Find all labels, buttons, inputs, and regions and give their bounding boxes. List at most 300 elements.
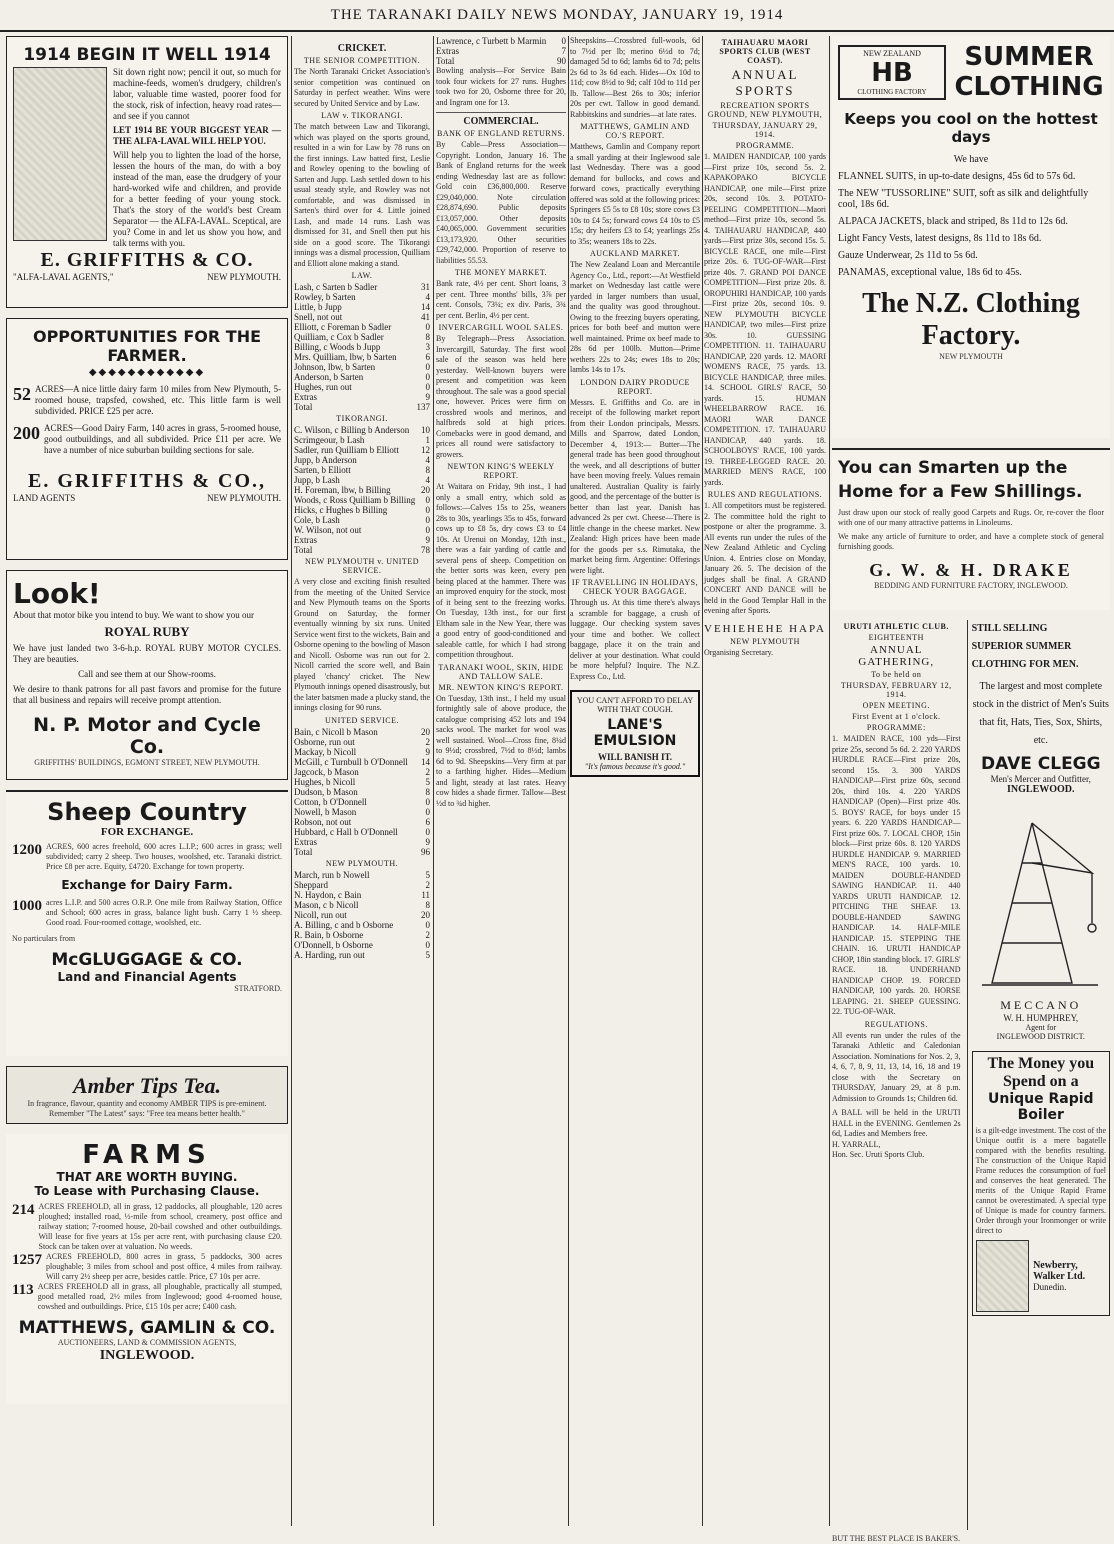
runs: 8 [425,465,430,475]
batsman: Sadler, run Quilliam b Elliott [294,445,399,455]
subheading: NEW PLYMOUTH [730,636,800,646]
batsman: Anderson, b Sarten [294,372,364,382]
runs: 14 [421,756,430,767]
ad-address: GRIFFITHS' BUILDINGS, EGMONT STREET, NEW PLYMOUTH. [34,758,260,767]
right-ad-stack [967,620,1110,1530]
runs: 41 [421,312,430,322]
runs: 4 [425,292,430,302]
ad-line-1: About that motor bike you intend to buy. We want to show you our [13,610,255,620]
score-row [294,455,430,465]
batsman: Nowell, b Mason [294,806,357,817]
batsman: Cole, b Lash [294,515,340,525]
ad-line: In fragrance, flavour, quantity and economy AMBER TIPS is pre-eminent. Remember "The Latest" says: "Free tea means better health." [27,1099,267,1118]
batsman: Cotton, b O'Donnell [294,796,367,807]
ad-firm: McGLUGGAGE & CO. [51,950,243,970]
ad-line-4: Light Fancy Vests, latest designs, 8s 11d to 18s 6d. [838,233,1042,244]
batsman: W. Wilson, not out [294,525,362,535]
ad-line-2: We have just landed two 3-6-h.p. ROYAL RUBY MOTOR CYCLES. They are beauties. [13,643,281,664]
score-row [294,777,430,787]
runs: 8 [425,786,430,797]
runs: 3 [425,342,430,352]
runs: 2 [425,929,430,940]
ad-text: is a gilt-edge investment. The cost of the Unique outfit is a mere bagatelle compared with the benefits resulting. The construction of the Unique Rapid Frame reduces the consumption of fuel and conserves the heat generated. The merits of the Unique Rapid Frame cannot be overestimated. A special type of Unique is made for country farmers. Order through your Ironmonger or write direct to [975,1126,1106,1235]
ad-firm: The N.Z. Clothing Factory. [862,288,1080,351]
batsman: Billing, c Woods b Jupp [294,342,381,352]
subheading: LONDON DAIRY PRODUCE REPORT. [580,377,690,396]
ad-firm: N. P. Motor and Cycle Co. [33,714,261,758]
ad-line-6: PANAMAS, exceptional value, 18s 6d to 45s. [838,267,1022,278]
ad-sub: REGULATIONS. [864,1019,928,1029]
ad-line: STILL SELLING [971,623,1048,634]
scorecard-law [294,282,430,412]
ad-right-label: NEW PLYMOUTH. [207,493,281,503]
score-row [436,56,566,66]
score-row [294,362,430,372]
batsman: Snell, not out [294,312,343,322]
batsman: Hubbard, c Hall b O'Donnell [294,826,398,837]
ad-line-4: We desire to thank patrons for all past favors and promise for the future that all business and repairs will receive prompt attention. [13,684,281,705]
score-row [294,505,430,515]
boiler-illustration [976,1240,1030,1312]
subheading: PROGRAMME. [735,141,795,150]
ad-headline: You can Smarten up the Home for a Few Shillings. [838,458,1083,502]
ad-sub: First Event at 1 o'clock. [852,712,941,721]
score-row [294,847,430,857]
batsman: C. Wilson, c Billing b Anderson [294,425,410,435]
score-row [294,485,430,495]
listing-text: ACRES FREEHOLD, 800 acres in grass, 5 paddocks, 300 acres ploughable; 3 miles from school and post office, 4 miles from railway. Will carry 2½ sheep per acre, besides cattle. Price, £7 10s per acre. [46,1252,282,1281]
runs: 0 [425,362,430,372]
subheading: TARANAKI WOOL, SKIN, HIDE AND TALLOW SALE. [438,662,564,681]
ad-line-1: YOU CAN'T AFFORD TO DELAY WITH THAT COUGH. [576,696,694,714]
batsman: Elliott, c Foreman b Sadler [294,322,392,332]
runs: 20 [421,485,430,495]
score-row [294,495,430,505]
column-6 [832,36,1110,1543]
ad-sub: ANNUAL GATHERING, [858,644,935,668]
ad-line-2: We make any article of furniture to order, and have a complete stock of general furnishing goods. [838,532,1104,551]
score-row [294,382,430,392]
ad-line-1: Just draw upon our stock of really good Carpets and Rugs. Or, re-cover the floor with one of our many attractive patterns in Linoleums. [838,508,1104,527]
ad-sheep-country [6,790,288,1056]
score-row [294,282,430,292]
subheading: THE SENIOR COMPETITION. [303,56,421,65]
score-row [294,465,430,475]
ad-district: INGLEWOOD DISTRICT. [996,1032,1085,1041]
runs: 8 [425,332,430,342]
ad-headline: Look! [13,577,101,610]
score-row [294,402,430,412]
ad-dave-clegg [972,620,1110,795]
ad-sub-2: Exchange for Dairy Farm. [61,878,233,892]
batsman: Extras [294,836,317,847]
ad-line-2: The NEW "TUSSORLINE" SUIT, soft as silk and delightfully cool, 18s 6d. [838,188,1089,210]
batsman: Extras [294,535,317,545]
ad-sub: PROGRAMME: [866,723,926,732]
score-row [294,797,430,807]
article-text: At Waitara on Friday, 9th inst., I had only a small entry, which sold as follows:—Calves 15s to 25s, weaners 28s to 30s, yearlings 35s to 45s, forward cows up to £8 5s, dry cows £3 to £4 10s. At Urenui on Monday, 12th inst., there was a fair yarding of cattle and several pens of sheep. Competition on the better sorts was keen, every pen being placed at the hammer. There was an improved enquiry for the stock, most of it being sent to the freezing works. On Tuesday, 13th inst., for our first Eltham sale in the New Year, there was a good entry of good-conditioned and saleable cattle, for which I had strong competition throughout. [436,482,566,659]
runs: 0 [425,939,430,950]
runs: 6 [425,816,430,827]
rules-text: 1. All competitors must be registered. 2. The committee hold the right to postpone or alter the programme. 3. All events run under the rules of the New Zealand Athletic and Cycling Union. 4. Entries close on Monday, January 26. 5. The decision of the judges shall be final. A GRAND CONCERT AND DANCE will be held in the Good Templar Hall in the evening after Sports. [704,501,826,615]
score-row [294,392,430,402]
listing-number: 200 [13,423,40,443]
ad-text: The largest and most complete stock in the district of Men's Suits that fit, Hats, Ties, Sox, Shirts, etc. [972,681,1109,746]
runs: 78 [421,545,430,555]
ad-town: NEW PLYMOUTH [939,352,1003,361]
score-row [294,817,430,827]
subheading: NEWTON KING'S WEEKLY REPORT. [447,462,555,480]
score-row [294,535,430,545]
ad-firm: G. W. & H. DRAKE [869,560,1073,580]
score-row [294,445,430,455]
score-row [294,372,430,382]
subheading: AUCKLAND MARKET. [589,249,681,258]
runs: 8 [425,899,430,910]
article-text: Bowling analysis—For Service Bain took four wickets for 27 runs. Hughes took two for 20, Osborne three for 20, and Ingram one for 13. [436,66,566,107]
runs: 9 [425,535,430,545]
section-title: ANNUAL SPORTS [731,67,799,98]
column-rule [568,36,569,1526]
runs: 2 [425,736,430,747]
runs: 96 [421,846,430,857]
listing-text: ACRES FREEHOLD all in grass, all ploughable, practically all stumped, good metalled road, 2½ miles from Inglewood; good 4-roomed house, cowshed and outbuildings. Price, £15 10s per acre; £400 cash. [37,1282,282,1311]
score-row [294,807,430,817]
ad-firm: DAVE CLEGG [980,754,1101,774]
batsman: Sheppard [294,879,328,890]
batsman: Rowley, b Sarten [294,292,356,302]
ad-opportunities [6,318,288,560]
ad-sub: THAT ARE WORTH BUYING. [56,1170,238,1184]
ad-meccano [972,803,1110,1041]
runs: 4 [425,455,430,465]
runs: 137 [416,402,430,412]
ad-firm: MATTHEWS, GAMLIN & CO. [18,1318,276,1338]
runs: 0 [425,806,430,817]
ad-griffiths-alfa-laval [6,36,288,308]
runs: 0 [425,515,430,525]
score-row [294,475,430,485]
footer-line: BUT THE BEST PLACE IS BAKER'S. [832,1534,961,1543]
ad-uruti-athletic [832,620,961,1530]
woman-separator-illustration [13,67,107,241]
batsman: Scrimgeour, b Lash [294,435,365,445]
subheading: THE MONEY MARKET. [454,268,548,277]
runs: 31 [421,282,430,292]
ad-agent-sub: Agent for [1025,1023,1057,1032]
score-row [294,545,430,555]
ad-line-3: "It's famous because it's good." [584,762,686,771]
ad-headline: OPPORTUNITIES FOR THE FARMER. [32,327,262,365]
scorecard-tikorangi [294,425,430,555]
batsman: A. Harding, run out [294,949,365,960]
score-row [294,737,430,747]
subheading: BANK OF ENGLAND RETURNS. [436,129,565,138]
score-row [294,302,430,312]
batsman: Lash, c Sarten b Sadler [294,282,378,292]
listing-number: 214 [12,1202,35,1218]
ad-firm: E. GRIFFITHS & CO. [40,249,254,271]
score-row [294,435,430,445]
score-row [294,890,430,900]
ad-sub: OPEN MEETING. [862,701,930,710]
batsman: A. Billing, c and b Osborne [294,919,394,930]
listing-text: ACRES FREEHOLD, all in grass, 12 paddocks, all ploughable, 120 acres ploughed; installed road, ½-mile from school, creamery, post office and railway station; 7-roomed house, 20-bail cowshed and other outbuildings. Will lease for five years at 15s per acre rent, with purchasing clause £20. Stock can be taken over at valuation. No weeds. [38,1202,282,1251]
ad-agents: "ALFA-LAVAL AGENTS," [13,272,114,282]
section-heading: TAIHAUARU MAORI SPORTS CLUB (WEST COAST). [719,38,811,65]
listing-number: 113 [12,1282,34,1298]
ad-nz-clothing-factory [832,36,1110,438]
ad-line: CLOTHING FOR MEN. [971,659,1079,670]
ad-firm: E. GRIFFITHS & CO., [27,470,267,492]
listing-text: ACRES—A nice little dairy farm 10 miles from New Plymouth, 5-roomed house, trapsfed, cowshed, etc. This little farm is well subdivided. PRICE £25 per acre. [35,384,281,416]
score-row [294,900,430,910]
badge-mark: HB [871,57,913,88]
ad-product: Unique Rapid Boiler [988,1091,1094,1123]
listing-text: acres L.I.P. and 500 acres O.R.P. One mile from Railway Station, Office and School; 600 acres in grass, balance light bush. Carry 1 ½ sheep. Good road. Four-roomed cottage, woolshed, etc. [46,898,282,927]
batsman: Mackay, b Nicoll [294,746,357,757]
runs: 2 [425,879,430,890]
runs: 0 [425,382,430,392]
ad-lanes-emulsion [570,690,700,777]
article-text: Matthews, Gamlin and Company report a small yarding at their Inglewood sale last Wednesday. There was a good demand for bullocks, and cows and forward cows, practically everything offered was sold at the following prices: Springers £5 5s to £8 10s; store cows £3 10s to £4 5s; forward cows £4 10s to £5 15s; dry heifers £3 to £4; yearlings 25s to 35s; weaners 18s to 22s. [570,142,700,246]
signature-text: Organising Secretary. [704,647,774,657]
runs: 0 [425,919,430,930]
ad-name: MECCANO [1000,998,1082,1012]
runs: 10 [421,425,430,435]
batsman: Jupp, b Anderson [294,455,357,465]
runs: 0 [425,372,430,382]
batsman: Osborne, run out [294,736,355,747]
ad-firm-sub: AUCTIONEERS, LAND & COMMISSION AGENTS, [57,1338,237,1347]
subheading: NEW PLYMOUTH. [325,858,399,868]
batsman: Woods, c Ross Quilliam b Billing [294,495,416,505]
column-1 [6,36,288,1526]
runs: 9 [425,392,430,402]
score-row [294,515,430,525]
batsman: Mason, c b Nicoll [294,899,359,910]
ad-headline: Amber Tips Tea. [72,1073,222,1098]
article-text: Messrs. E. Griffiths and Co. are in receipt of the following market report from their London principals, Messrs. Mills and Sparrow, dated London, December 4, 1913:— Butter—The general trade has been good throughout the week, and all descriptions of butter have been moving freely. Values remain unaltered. Australian Quality is fairly good, and the percentage of the butter is better than last year. Danish has advanced 2s per cwt. Cheese—There is little change in the cheese market. New Zealand: High prices have been made for the goods per s.s. Rimutaka, the market being firm. Argentine: Offerings were light. [570,397,700,575]
article-text: By Cable—Press Association—Copyright. London, January 16. The Bank of England returns for the week ending Wednesday last are as follow: Gold coin £36,800,000. Reserve £29,040,000. Note circulation £28,874,690. Public deposits £13,057,000. Other deposits £40,065,000. Government securities £13,173,920. Other securities £29,742,000. Proportion of reserve to liabilities 55.53. [436,140,566,265]
runs: 12 [421,445,430,455]
listing-text: ACRES, 600 acres freehold, 600 acres L.I.P.; 600 acres in grass; well subdivided; carry 2 sheep. Two houses, woolshed, etc. Taranaki district. Price £8 per acre. Equity, £4720. Exchange for town property. [46,842,282,871]
score-row [294,525,430,535]
score-row [294,920,430,930]
batsman: Dudson, b Mason [294,786,358,797]
runs: 7 [561,46,566,56]
article-text: A very close and exciting finish resulted from the meeting of the United Service and New Plymouth teams on the Sports Ground on Saturday, the former eventually winning by six runs. United Service went first to the wickets, Bain and Osborne opening to the bowling of Mason and Nicoll. Osborne was run out for 2. Nicoll carried the score well, and Bain played 'chancy' cricket. The New Plymouth innings opened disastrously, but the later batsmen made a plucky stand, the innings closing for 90 runs. [294,577,430,712]
listing-number: 52 [13,384,31,404]
subheading: NEW PLYMOUTH v. UNITED SERVICE. [305,557,419,575]
runs: 0 [425,322,430,332]
column-4 [570,36,700,1526]
ad-unique-boiler [972,1051,1110,1316]
ad-amber-tips [6,1066,288,1124]
listing-number: 1257 [12,1252,42,1268]
batsman: Johnson, lbw, b Sarten [294,362,376,372]
runs: 6 [425,352,430,362]
secretary-name: H. YARRALL, [832,1139,881,1149]
subheading: RECREATION SPORTS GROUND, NEW PLYMOUTH, [707,101,823,119]
batsman: Total [294,402,313,412]
runs: 5 [425,869,430,880]
meccano-crane-illustration [972,803,1108,993]
runs: 4 [425,475,430,485]
score-row [294,767,430,777]
runs: 9 [425,746,430,757]
ad-product: LANE'S EMULSION [593,717,677,749]
score-row [294,827,430,837]
programme-text: 1. MAIDEN RACE, 100 yds—First prize 25s, second 5s 6d. 2. 220 YARDS HURDLE RACE—First prize 20s, second 15s. 3. 300 YARDS HANDICAP—First prize 60s, second 20s, third 10s. 4. 220 YARDS HANDICAP (Open)—First prize 40s. 5. BOYS' RACE, for boys under 15 years. 6. 220 YARDS HANDICAP—First prize 60s. 7. LOCAL CHOP, 15in block—First prize 60s. 8. 120 YARDS HURDLE HANDICAP. 9. MARRIED MEN'S RACE, 100 yards. 10. MAIDEN DOUBLE-HANDED SAWING HANDICAP. 11. 440 YARDS URUTI HANDICAP. 12. PITCHING THE SHEAF. 13. DOUBLE-HANDED SAWING HANDICAP. 14. HALF-MILE HANDICAP. 15. STEPPING THE CHAIN. 16. URUTI HANDICAP CHOP, 18in standing block. 17. GIRLS' RACE. 18. UNDERHAND HANDICAP CHOP. 19. FORCED HANDICAP, 100 yards. 20. HORSE LEAPING. 21. SHEEP GUESSING. 22. TUG-OF-WAR. [832,734,961,1016]
ad-tagline: Keeps you cool on the hottest days [844,110,1098,146]
ad-body: Sit down right now; pencil it out, so much for machine-feeds, women's drudgery, children's labor, valuable time wasted, poorer food for the stock, risk of infection, heavy road rates—and see if you cannot [113,67,281,121]
score-row [294,342,430,352]
runs: 0 [425,505,430,515]
article-text: The North Taranaki Cricket Association's senior competition was continued on Saturday in perfect weather. Wins were secured by United Service and by Law. [294,67,430,108]
ad-left-label: LAND AGENTS [13,493,76,503]
article-text: On Tuesday, 13th inst., I held my usual fortnightly sale of above produce, the catalogue comprising 452 lots and 194 sacks wool. The market for wool was well sustained. Wool—Cross fine, 8¼d to 9½d; crossbred, 7½d to 8½d; lambs 6d to 9d. Sheepskins—Very firm at par to a farthing higher. Hides—Medium and light, steady at last rates. Heavy cow hides a shade firmer. Tallow—Best ½d to ¾d higher. [436,693,566,808]
subheading: TIKORANGI. [336,414,388,423]
ornament-divider: ◆◆◆◆◆◆◆◆◆◆◆◆ [88,367,206,378]
lower-right-block [832,620,1110,1530]
runs: 0 [425,796,430,807]
batsman: Jagcock, b Mason [294,766,359,777]
scorecard-new-plymouth [294,870,430,960]
ad-line-1: FLANNEL SUITS, in up-to-date designs, 45s 6d to 57s 6d. [838,171,1076,182]
batsman: Extras [436,46,459,56]
ad-headline: 1914 BEGIN IT WELL 1914 [23,45,271,65]
batsman: R. Bain, b Osborne [294,929,364,940]
ad-town: INGLEWOOD. [1007,784,1075,795]
score-row [294,292,430,302]
score-row [294,837,430,847]
ad-town: NEW PLYMOUTH. [207,272,281,282]
batsman: N. Haydon, c Bain [294,889,362,900]
column-rule [702,36,703,1526]
article-text: The New Zealand Loan and Mercantile Agency Co., Ltd., report:—At Westfield market on Wednesday last cattle were yarded in larger numbers than usual, and the quality was good throughout. Owing to the freezing buyers operating, prices for both beef and mutton were well maintained. Prime ox beef made to 28s 6d per 100lb. Mutton—Prime wethers 22s to 24s; ewes 18s to 20s; lambs 14s to 17s. [570,260,700,374]
ad-line-3: ALPACA JACKETS, black and striped, 8s 11d to 12s 6d. [838,216,1068,227]
runs: 0 [425,495,430,505]
ad-firm-sub: Land and Financial Agents [57,970,237,984]
column-2 [294,36,430,1526]
scorecard-united-service [294,727,430,857]
batsman: Hicks, c Hughes b Billing [294,505,388,515]
score-row [294,950,430,960]
batsman: Quilliam, c Cox b Sadler [294,332,384,342]
ball-text: A BALL will be held in the URUTI HALL in the EVENING. Gentlemen 2s 6d, Ladies and Members free. [832,1108,961,1138]
badge-top: NEW ZEALAND [863,48,921,58]
ad-agent: W. H. HUMPHREY, [1003,1013,1079,1023]
batsman: Sarten, b Elliott [294,465,351,475]
batsman: March, run b Nowell [294,869,370,880]
ad-line-3: Call and see them at our Show-rooms. [78,669,216,679]
subheading: IF TRAVELLING IN HOLIDAYS, CHECK YOUR BAGGAGE. [571,578,699,596]
ad-product: ROYAL RUBY [104,624,190,639]
subheading: MR. NEWTON KING'S REPORT. [438,682,564,692]
section-heading: COMMERCIAL. [436,112,566,127]
batsman: McGill, c Turnbull b O'Donnell [294,756,408,767]
score-row [294,312,430,322]
score-row [294,727,430,737]
column-rule [291,36,292,1526]
badge-sub: CLOTHING FACTORY [857,87,927,96]
runs: 20 [421,909,430,920]
score-row [294,787,430,797]
column-rule [829,36,830,1526]
score-row [294,352,430,362]
batsman: Little, b Jupp [294,302,342,312]
runs: 20 [421,726,430,737]
runs: 1 [425,435,430,445]
listing-text: ACRES—Good Dairy Farm, 140 acres in grass, 5-roomed house, good outbuildings, and all subdivided. Price £11 per acre. We have a number of nice suburban building sections for sale. [44,423,281,455]
secretary-title: Hon. Sec. Uruti Sports Club. [832,1150,925,1159]
ad-line-2: WILL BANISH IT. [597,752,673,762]
batsman: Hughes, b Nicoll [294,776,356,787]
ad-headline: FARMS [82,1140,212,1170]
score-row [294,870,430,880]
runs: 5 [425,949,430,960]
score-row [294,880,430,890]
runs: 11 [421,889,430,900]
section-heading: CRICKET. [337,43,387,54]
runs: 90 [557,56,566,66]
article-text: By Telegraph—Press Association. Invercargill, Saturday. The first wool sale of the season was held here yesterday. Well-known buyers were present and competition was keen throughout. The sale was a good special one, however. Prices were firm on crossbred wools and merinos, and halfbreds sold at high prices. Comebacks were in good demand, and prices all round were satisfactory to growers. [436,334,566,459]
ad-more: No particulars from [12,934,76,943]
runs: 0 [425,826,430,837]
batsman: Total [294,846,313,857]
batsman: Jupp, b Lash [294,475,340,485]
runs: 14 [421,302,430,312]
ad-sub: THURSDAY, FEBRUARY 12, 1914. [840,681,952,699]
batsman: Total [436,56,455,66]
batsman: Total [294,545,313,555]
subheading: THURSDAY, JANUARY 29, 1914. [712,121,818,139]
score-row [294,332,430,342]
ad-firm-sub: BEDDING AND FURNITURE FACTORY, INGLEWOOD. [874,581,1068,590]
batsman: Nicoll, run out [294,909,347,920]
ad-body-2: Will help you to lighten the load of the horse, lessen the hours of the man, do with a boy instead of the man, ease the drudgery of your hard-worked wife and children, and provide for a better feeding of your young stock. That's the story of the world's best Cream Separator — the ALFA-LAVAL. Sceptical, are you? Come in and let us show you how, and talk terms with you. [113,150,281,248]
score-row [436,46,566,56]
ad-headline: Sheep Country [47,798,247,826]
article-text: Bank rate, 4½ per cent. Short loans, 3 per cent. Three months' bills, 3⅞ per cent. Consols, 73¼; ex div. Paris, 3¾ per cent. Berlin, 4½ per cent. [436,279,566,320]
ad-drake [832,448,1110,610]
ad-town: INGLEWOOD. [99,1348,195,1363]
listing-number: 1000 [12,898,42,914]
ad-town: STRATFORD. [234,984,282,993]
runs: 9 [425,836,430,847]
subheading: LAW v. TIKORANGI. [321,111,403,120]
ad-headline: SUMMER CLOTHING [954,42,1104,102]
ad-head: URUTI ATHLETIC CLUB. [843,622,949,631]
column-3 [436,36,566,1526]
listing-number: 1200 [12,842,42,858]
score-row [294,322,430,332]
article-text: The match between Law and Tikorangi, which was played on the sports ground, resulted in a win for Law by 78 runs on the first innings. Law batted first, Leslie and Rowley opening to the bowling of Sarten and Jupp. Lash settled down to his usual steady style, and Rowley was not comfortable, and was dismissed in Sarten's third over for 4. Little joined Lash, and made 14 runs. Lash was dismissed for 31, and Snell then put his side on a good score. The Tikorangi innings was a dismal procession, Quilliam and Elliott alone making a stand. [294,122,430,268]
ad-town: Dunedin. [1033,1282,1067,1292]
runs: 0 [425,525,430,535]
signature-heading: VEHIEHEHE HAPA [704,622,827,635]
batsman: Robson, not out [294,816,352,827]
score-row [294,930,430,940]
ad-line-5: Gauze Underwear, 2s 11d to 5s 6d. [838,250,978,261]
batsman: Hughes, run out [294,382,352,392]
score-row [294,910,430,920]
batsman: Lawrence, c Turbett b Marmin [436,36,547,46]
ad-look-motor-cycle [6,570,288,780]
ad-headline: The Money you Spend on a [987,1055,1095,1090]
hb-badge [838,45,946,100]
